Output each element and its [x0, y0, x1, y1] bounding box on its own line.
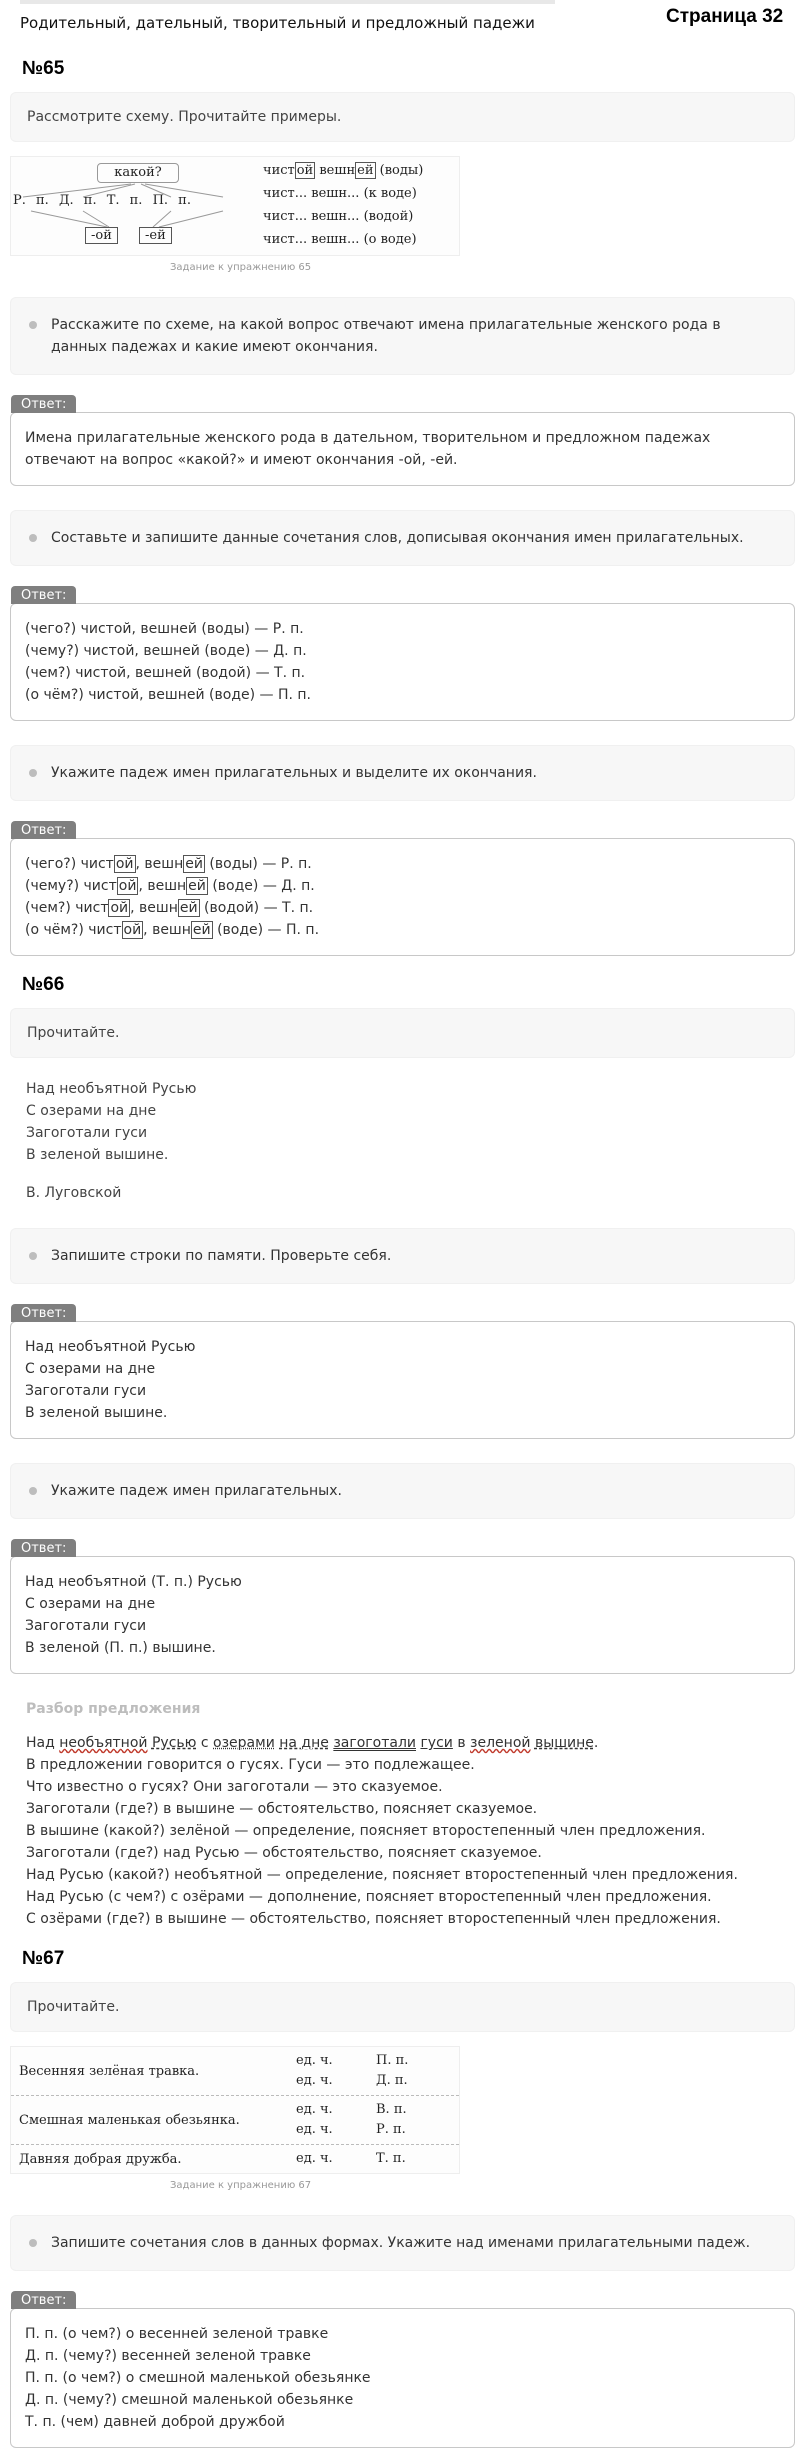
- bullet-icon: [29, 769, 37, 777]
- answer-label: Ответ:: [11, 2291, 76, 2309]
- exercise-65-task-2: Составьте и запишите данные сочетания слов, дописывая окончания имен прилагательных.: [10, 510, 795, 566]
- answer-line: (о чём?) чист ой , вешн ей (воде) — П. п.: [25, 922, 320, 938]
- exercise-67-table: [10, 2046, 460, 2174]
- table-row: Давняя добрая дружба. ед. ч. Т. п.: [19, 2151, 406, 2167]
- exercise-67-number: №67: [22, 1948, 65, 1969]
- scheme-examples: [263, 159, 423, 251]
- answer-box: (чего?) чистой, вешней (воды) — Р. п. (чему?) чистой, вешней (воде) — Д. п. (чем?) чистой, вешней (водой) — Т. п. (о чём?) чистой, вешней (воде) — П. п.: [10, 603, 795, 721]
- figure-caption: Задание к упражнению 65: [170, 262, 312, 273]
- scheme-question: какой?: [97, 163, 179, 183]
- exercise-65-scheme: [10, 156, 460, 256]
- exercise-66-answer-1: [10, 1304, 795, 1439]
- figure-caption: Задание к упражнению 67: [170, 2180, 312, 2191]
- exercise-66-instruction: Прочитайте.: [10, 1008, 795, 1058]
- answer-label: Ответ:: [11, 586, 76, 604]
- exercise-65-number: №65: [22, 58, 65, 79]
- answer-box: Над необъятной Русью С озерами на дне Загоготали гуси В зеленой вышине.: [10, 1321, 795, 1439]
- scheme-cases: Р. п. Д. п. Т. п. П. п.: [13, 193, 191, 208]
- page-title: Родительный, дательный, творительный и предложный падежи: [20, 14, 535, 32]
- answer-label: Ответ:: [11, 395, 76, 413]
- top-divider: [20, 0, 555, 4]
- answer-label: Ответ:: [11, 1304, 76, 1322]
- exercise-65-answer-2: [10, 586, 795, 721]
- answer-box: [10, 838, 795, 956]
- exercise-66-task-2: Укажите падеж имен прилагательных.: [10, 1463, 795, 1519]
- header: [10, 0, 795, 40]
- exercise-65-task-1: Расскажите по схеме, на какой вопрос отвечают имена прилагательные женского рода в данных падежах и какие имеют окончания.: [10, 297, 795, 375]
- bullet-icon: [29, 1487, 37, 1495]
- poem: Над необъятной Русью С озерами на дне Загоготали гуси В зеленой вышине. В. Луговской: [10, 1058, 795, 1204]
- answer-label: Ответ:: [11, 1539, 76, 1557]
- exercise-66-number: №66: [22, 974, 65, 995]
- answer-box: Имена прилагательные женского рода в дательном, творительном и предложном падежах отвечают на вопрос «какой?» и имеют окончания -ой, -ей.: [10, 412, 795, 486]
- answer-line: (чем?) чист ой , вешн ей (водой) — Т. п.: [25, 900, 314, 916]
- answer-line: (чему?) чист ой , вешн ей (воде) — Д. п.: [25, 878, 315, 894]
- analysis-title: Разбор предложения: [26, 1701, 201, 1717]
- scheme-ending-ey: -ей: [139, 227, 172, 244]
- exercise-65-instruction: Рассмотрите схему. Прочитайте примеры.: [10, 92, 795, 142]
- answer-box: П. п. (о чем?) о весенней зеленой травке Д. п. (чему?) весенней зеленой травке П. п. (о чем?) о смешной маленькой обезьянке Д. п. (чему?) смешной маленькой обезьянке Т. п. (чем) давней доброй дружбой: [10, 2308, 795, 2448]
- scheme-example: чист... вешн... (к воде): [263, 186, 417, 201]
- exercise-67-task-1: Запишите сочетания слов в данных формах. Укажите над именами прилагательными падеж.: [10, 2215, 795, 2271]
- bullet-icon: [29, 534, 37, 542]
- bullet-icon: [29, 1252, 37, 1260]
- exercise-65-task-3: Укажите падеж имен прилагательных и выделите их окончания.: [10, 745, 795, 801]
- answer-label: Ответ:: [11, 821, 76, 839]
- answer-box: Над необъятной (Т. п.) Русью С озерами на дне Загоготали гуси В зеленой (П. п.) вышине.: [10, 1556, 795, 1674]
- scheme-example: чист ой вешн ей (воды): [263, 163, 424, 178]
- bullet-icon: [29, 321, 37, 329]
- page-number: Страница 32: [666, 6, 784, 27]
- sentence-analysis: Разбор предложения Над необъятной Русью с озерами на дне загоготали гуси в зеленой вышине. В предложении говорится о гусях. Гуси — это подлежащее. Что известно о гусях? Они загоготали — это сказуемое. Загоготали (где?) в вышине — обстоятельство, поясняет сказуемое. В вышине (какой?) зелёной — определение, поясняет второстепенный член предложения. Загоготали (где?) над Русью — обстоятельство, поясняет сказуемое. Над Русью (какой?) необъятной — определение, поясняет второстепенный член предложения. Над Русью (с чем?) с озёрами — дополнение, поясняет второстепенный член предложения. С озёрами (где?) в вышине — обстоятельство, поясняет второстепенный член предложения.: [10, 1674, 795, 1930]
- answer-line: (чего?) чист ой , вешн ей (воды) — Р. п.: [25, 856, 312, 872]
- exercise-66-answer-2: [10, 1539, 795, 1674]
- table-row: Весенняя зелёная травка. ед. ч. ед. ч. П. п. Д. п.: [11, 2047, 459, 2096]
- poem-author: В. Луговской: [26, 1185, 122, 1201]
- scheme-example: чист... вешн... (о воде): [263, 232, 417, 247]
- exercise-67-instruction: Прочитайте.: [10, 1982, 795, 2032]
- exercise-65-answer-3: [10, 821, 795, 956]
- scheme-example: чист... вешн... (водой): [263, 209, 414, 224]
- exercise-65-answer-1: [10, 395, 795, 486]
- bullet-icon: [29, 2239, 37, 2247]
- exercise-67-answer-1: [10, 2291, 795, 2448]
- exercise-66-task-1: Запишите строки по памяти. Проверьте себя.: [10, 1228, 795, 1284]
- table-row: Смешная маленькая обезьянка. ед. ч. ед. ч. В. п. Р. п.: [11, 2096, 459, 2145]
- analysis-sentence: Над необъятной Русью с озерами на дне загоготали гуси в зеленой вышине.: [26, 1735, 599, 1751]
- scheme-ending-oy: -ой: [85, 227, 118, 244]
